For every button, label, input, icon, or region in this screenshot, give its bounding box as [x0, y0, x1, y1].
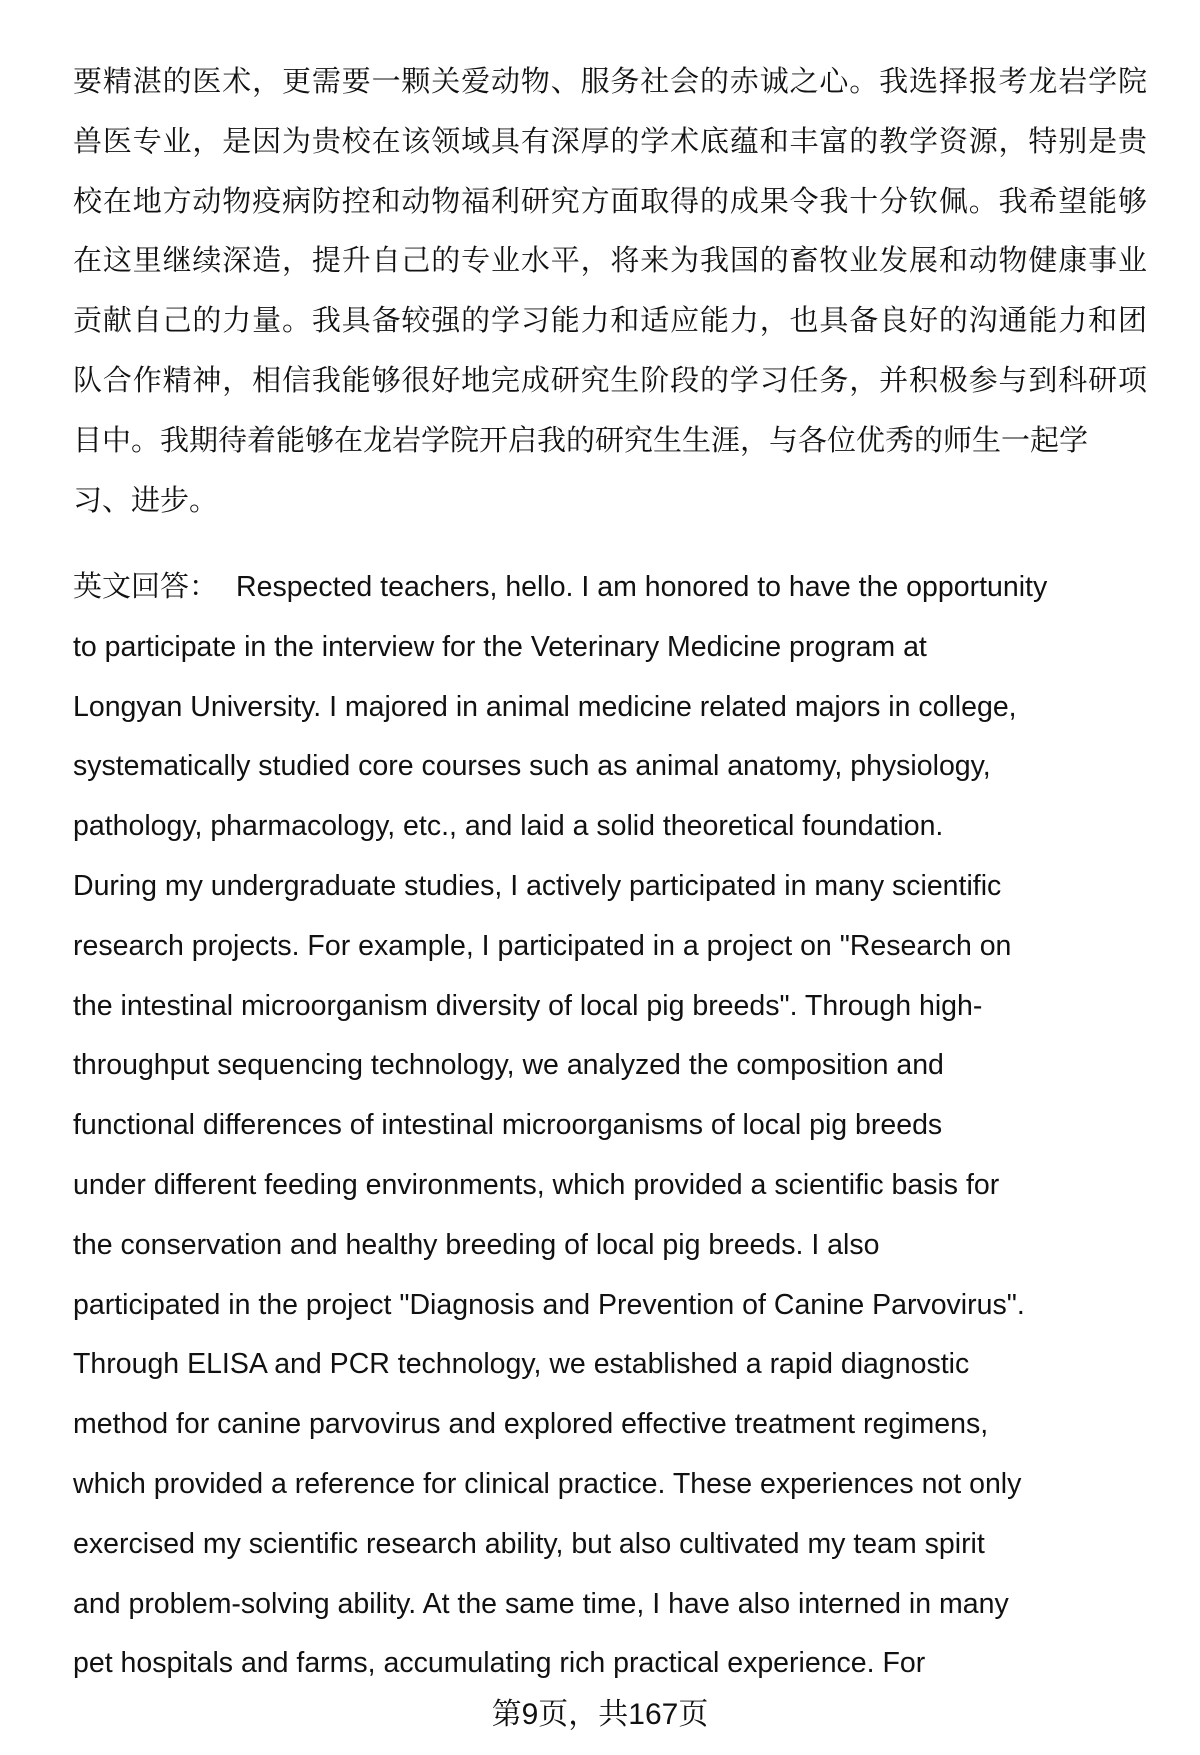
- english-answer-label: 英文回答：: [73, 571, 219, 603]
- chinese-answer-line: 贡献自己的力量。我具备较强的学习能力和适应能力，也具备良好的沟通能力和团: [73, 303, 1147, 338]
- english-answer-text: the intestinal microorganism diversity of local pig breeds". Through high-: [73, 989, 983, 1022]
- english-answer-text: to participate in the interview for the Veterinary Medicine program at: [73, 630, 927, 663]
- english-answer-line: [73, 1633, 1147, 1693]
- english-answer-line: [73, 1155, 1147, 1215]
- chinese-answer-line: 目中。我期待着能够在龙岩学院开启我的研究生生涯，与各位优秀的师生一起学: [73, 422, 1089, 457]
- english-answer-line: [73, 677, 1147, 737]
- english-answer-line: [73, 856, 1147, 916]
- english-answer-line: [73, 1574, 1147, 1634]
- chinese-answer-line: 兽医专业，是因为贵校在该领域具有深厚的学术底蕴和丰富的教学资源，特别是贵: [73, 123, 1147, 158]
- english-answer-line: [73, 1275, 1147, 1335]
- english-answer-line: [73, 1334, 1147, 1394]
- english-answer-line: [73, 796, 1147, 856]
- chinese-answer-line: 要精湛的医术，更需要一颗关爱动物、服务社会的赤诚之心。我选择报考龙岩学院: [73, 64, 1147, 98]
- english-answer-text: exercised my scientific research ability, but also cultivated my team spirit: [73, 1527, 985, 1560]
- english-answer-text: pathology, pharmacology, etc., and laid a solid theoretical foundation.: [73, 810, 944, 843]
- page-footer: 第9页，共167页: [491, 1698, 709, 1731]
- chinese-answer-line: 队合作精神，相信我能够很好地完成研究生阶段的学习任务，并积极参与到科研项: [73, 363, 1147, 397]
- english-answer-text: throughput sequencing technology, we analyzed the composition and: [73, 1049, 944, 1082]
- english-answer-text: which provided a reference for clinical practice. These experiences not only: [73, 1468, 1022, 1500]
- english-answer-text: Respected teachers, hello. I am honored to have the opportunity: [236, 571, 1048, 603]
- english-answer-line: [73, 916, 1147, 976]
- english-answer-text: and problem-solving ability. At the same time, I have also interned in many: [73, 1587, 1009, 1620]
- english-answer-line: [73, 1514, 1147, 1574]
- english-answer-line: [73, 736, 1147, 796]
- english-answer-text: pet hospitals and farms, accumulating rich practical experience. For: [73, 1647, 926, 1680]
- english-answer-text: Through ELISA and PCR technology, we established a rapid diagnostic: [73, 1348, 970, 1381]
- english-answer-line: [73, 557, 1147, 617]
- english-answer-line: [73, 1215, 1147, 1275]
- english-answer-text: participated in the project "Diagnosis and Prevention of Canine Parvovirus".: [73, 1288, 1025, 1321]
- english-answer-text: Longyan University. I majored in animal medicine related majors in college,: [73, 690, 1017, 723]
- chinese-answer-line: 校在地方动物疫病防控和动物福利研究方面取得的成果令我十分钦佩。我希望能够: [73, 183, 1147, 218]
- english-answer-text: method for canine parvovirus and explored effective treatment regimens,: [73, 1408, 989, 1441]
- english-answer-line: [73, 976, 1147, 1036]
- english-answer-text: the conservation and healthy breeding of local pig breeds. I also: [73, 1228, 880, 1261]
- english-answer-text: During my undergraduate studies, I actively participated in many scientific: [73, 870, 1002, 902]
- english-answer-text: under different feeding environments, which provided a scientific basis for: [73, 1169, 1000, 1201]
- english-answer-text: functional differences of intestinal microorganisms of local pig breeds: [73, 1109, 943, 1142]
- english-answer-text: research projects. For example, I participated in a project on "Research on: [73, 929, 1012, 962]
- chinese-answer-line: 在这里继续深造，提升自己的专业水平，将来为我国的畜牧业发展和动物健康事业: [73, 243, 1147, 278]
- english-answer-line: [73, 617, 1147, 677]
- chinese-answer-line: 习、进步。: [73, 482, 219, 517]
- english-answer-text: systematically studied core courses such as animal anatomy, physiology,: [73, 750, 991, 783]
- english-answer-line: [73, 1035, 1147, 1095]
- english-answer-line: [73, 1394, 1147, 1454]
- english-answer-line: [73, 1095, 1147, 1155]
- english-answer-line: [73, 1454, 1147, 1514]
